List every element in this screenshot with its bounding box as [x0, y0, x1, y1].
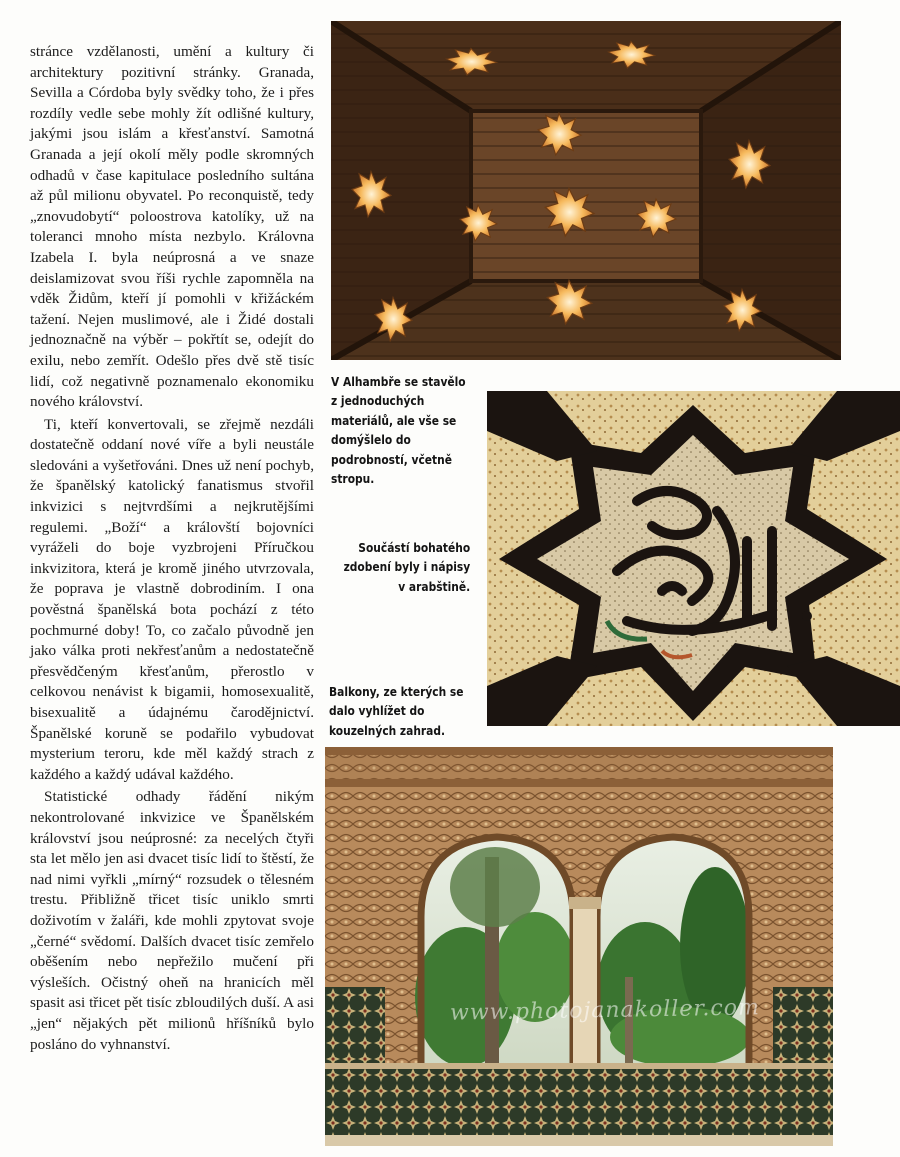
caption-inscriptions-line: zdobení byly i nápisy — [343, 559, 470, 575]
balcony-photo — [325, 747, 833, 1146]
caption-ceiling-line: z jednoduchých — [331, 393, 425, 409]
caption-ceiling-line: domýšlelo do — [331, 432, 411, 448]
caption-inscriptions-line: Součástí bohatého — [358, 540, 470, 555]
caption-balcony-line: dalo vyhlížet do — [329, 703, 425, 719]
caption-ceiling — [331, 372, 466, 488]
article-paragraph-3: Statistické odhady řádění nikým nekontrolované inkvizice ve Španělském království jsou neúprosné: za necelých čtyři sta let mělo jen asi dvacet tisíc lidí to štěstí, že nad nimi vyřkli „mírný“ rozsudek o tělesném trestu. Přibližně třicet tisíc uniklo smrti doživotím v žaláři, kde mohli zpytovat svoje „černé“ svědomí. Dalších dvacet tisíc zemřelo oběšením nebo nepřežilo mučení při výsleších. Očistný oheň na hranicích měl spasit asi třicet pět tisíc zbloudilých duší. A asi „jen“ nějakých pět milionů hříšníků bylo posláno do vyhnanství. — [30, 788, 314, 1053]
article-paragraph-1: stránce vzdělanosti, umění a kultury či architektury pozitivní stránky. Granada, Sevilla a Córdoba byly svědky toho, že i přes rozdíly vedle sebe mohly žít odlišné kultury, jakými jsou islám a křesťanství. Samotná Granada a její okolí měly podle skromných odhadů v čase kapitulace posledního sultána až půl milionu obyvatel. Po reconquistě, tedy „znovudobytí“ poloostrova katolíky, už na toleranci mnoho místa nezbylo. Královna Izabela I. byla neúprosná a ve snaze deislamizovat svou říši rychle zapomněla na vděk Židům, kteří jí pomohli v křižáckém tažení. Nejen muslimové, ale i Židé dostali jednoznačně na výběr – pokřtít se, odejít do exilu, nebo zemřít. Odešlo přes dvě stě tisíc lidí, což negativně poznamenalo ekonomiku nového království. — [30, 43, 314, 411]
watermark: www.photojanakoller.com — [449, 995, 761, 1026]
caption-ceiling-line: materiálů, ale vše se — [331, 412, 457, 428]
caption-ceiling-line: V Alhambře se stavělo — [331, 374, 466, 389]
caption-inscriptions-line: v arabštině. — [398, 578, 470, 594]
article-text — [30, 42, 314, 1057]
caption-balcony — [329, 682, 463, 740]
article-paragraph-2: Ti, kteří konvertovali, se zřejmě nezdáli dostatečně oddaní nové víře a byli neustále sledováni a vyšetřováni. Dnes už není pochyb, že španělský katolický fanatismus stvořil inkvizici s nejtvrdšími a nejkrutějšími regulemi. „Boží“ a královští bojovníci vyráželi do boje vyzbrojeni Příručkou inkvizitora, která je kromě jiného utvrzovala, že poprava je vlastně dobrodiním. I ona pověstná španělská bota pochází z této pochmurné doby! To, co začalo původně jen jako válka proti nekřesťanům a nedostatečně přesvědčeným křesťanům, přerostlo v celkovou nenávist k bigamii, homosexualitě, bisexualitě a údajnému čarodějnictví. Španělské koruně se podařilo vybudovat mysterium teroru, kde měl každý strach z každého a každý udával každého. — [30, 415, 314, 783]
caption-inscriptions — [343, 538, 470, 596]
caption-balcony-line: kouzelných zahrad. — [329, 722, 446, 738]
caption-ceiling-line: stropu. — [331, 471, 375, 487]
caption-ceiling-line: podrobností, včetně — [331, 451, 452, 467]
caption-balcony-line: Balkony, ze kterých se — [329, 684, 464, 699]
inscription-tile-photo — [487, 391, 900, 726]
ceiling-photo — [331, 21, 841, 360]
